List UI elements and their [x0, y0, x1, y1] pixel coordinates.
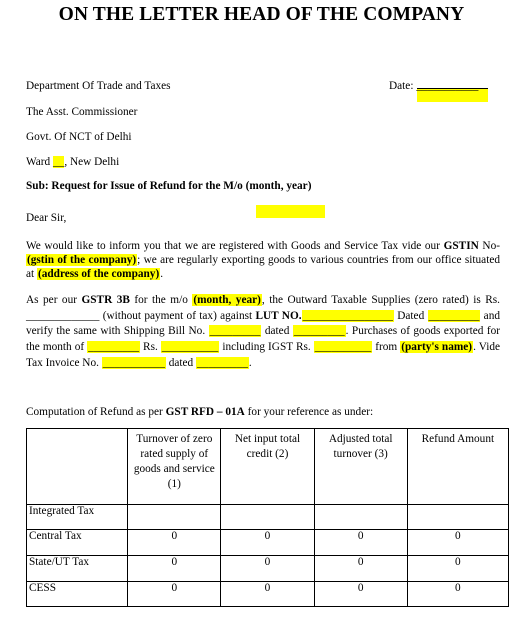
- table-header-row: [27, 429, 509, 505]
- header-cell-blank: [27, 429, 128, 505]
- amount-blank[interactable]: _____________: [26, 309, 100, 322]
- party-name-field[interactable]: (party's name): [401, 341, 473, 354]
- para1-text-3: ; we are regularly exporting goods to various countries from our office situated at: [26, 254, 501, 280]
- table-row: [27, 582, 509, 607]
- table-cell[interactable]: 0: [314, 530, 407, 556]
- header-cell-refund: Refund Amount: [407, 429, 508, 505]
- address-line-commissioner: The Asst. Commissioner: [26, 106, 138, 118]
- paragraph-registration: [26, 239, 500, 281]
- para2-text-1: As per our: [26, 294, 82, 306]
- table-cell[interactable]: [314, 505, 407, 530]
- table-cell[interactable]: 0: [221, 556, 314, 582]
- lut-date-blank[interactable]: _________: [428, 309, 480, 322]
- para1-text-4: .: [160, 268, 164, 280]
- para1-text-2: No-: [478, 240, 500, 252]
- gstin-label: GSTIN: [443, 240, 479, 252]
- header-cell-adjusted: Adjusted total turnover (3): [314, 429, 407, 505]
- para2-text-14: .: [248, 356, 252, 369]
- table-cell[interactable]: 0: [407, 530, 508, 556]
- row-label: Integrated Tax: [27, 505, 128, 530]
- invoice-date-blank[interactable]: _________: [197, 356, 248, 369]
- para2-text-11: from: [372, 341, 401, 354]
- table-cell[interactable]: 0: [221, 530, 314, 556]
- table-cell[interactable]: 0: [314, 556, 407, 582]
- table-cell[interactable]: 0: [221, 582, 314, 607]
- igst-amount-blank[interactable]: __________: [314, 341, 372, 354]
- table-row: [27, 505, 509, 530]
- computation-text: Computation of Refund as per: [26, 406, 166, 418]
- para1-text-1: We would like to inform you that we are registered with Goods and Service Tax vide our: [26, 240, 444, 252]
- gstin-field[interactable]: (gstin of the company): [27, 254, 137, 266]
- table-cell[interactable]: [221, 505, 314, 530]
- ward-prefix: Ward: [26, 156, 54, 168]
- para2-text-3: , the Outward Taxable Supplies (zero rated) is Rs.: [261, 294, 500, 306]
- shipping-bill-date-blank[interactable]: _________: [293, 325, 345, 338]
- invoice-number-blank[interactable]: ___________: [102, 356, 165, 369]
- table-cell[interactable]: 0: [128, 530, 221, 556]
- para2-text-2: for the m/o: [129, 294, 193, 306]
- salutation-highlight: [256, 205, 325, 218]
- lut-label: LUT NO.: [255, 309, 302, 322]
- row-label: CESS: [27, 582, 128, 607]
- para2-text-8: . Purchases of goods exported for the month of: [26, 325, 500, 354]
- form-name: GST RFD – 01A: [165, 406, 245, 418]
- row-label: State/UT Tax: [27, 556, 128, 582]
- table-cell[interactable]: 0: [314, 582, 407, 607]
- table-cell[interactable]: 0: [407, 582, 508, 607]
- address-line-govt: Govt. Of NCT of Delhi: [26, 131, 132, 143]
- refund-table: [26, 428, 509, 607]
- table-row: [27, 530, 509, 556]
- gstr-label: GSTR 3B: [81, 294, 130, 306]
- para2-text-4: (without payment of tax) against: [99, 309, 256, 322]
- para2-text-12: . Vide Tax Invoice No.: [26, 341, 500, 369]
- header-cell-net-input: Net input total credit (2): [221, 429, 314, 505]
- table-cell[interactable]: [128, 505, 221, 530]
- ward-blank[interactable]: __: [53, 156, 65, 168]
- computation-intro: [26, 405, 373, 419]
- para2-text-6: and verify the same with Shipping Bill No.: [26, 309, 500, 338]
- para2-text-13: dated: [165, 356, 197, 369]
- lut-number-blank[interactable]: ________________: [302, 309, 393, 322]
- address-line-ward: [26, 155, 119, 169]
- subject-line: Sub: Request for Issue of Refund for the M/o (month, year): [26, 180, 312, 192]
- para2-text-5: Dated: [393, 309, 428, 322]
- row-label: Central Tax: [27, 530, 128, 556]
- salutation: Dear Sir,: [26, 212, 67, 224]
- computation-suffix: for your reference as under:: [244, 406, 374, 418]
- shipping-bill-blank[interactable]: _________: [209, 325, 261, 338]
- para2-text-10: including IGST Rs.: [219, 341, 314, 354]
- table-row: [27, 556, 509, 582]
- ward-suffix: , New Delhi: [64, 156, 120, 168]
- company-address-field[interactable]: (address of the company): [37, 268, 160, 280]
- table-cell[interactable]: 0: [128, 582, 221, 607]
- header-cell-turnover: Turnover of zero rated supply of goods and service (1): [128, 429, 221, 505]
- address-line-department: Department Of Trade and Taxes: [26, 80, 171, 92]
- month-year-field[interactable]: (month, year): [193, 294, 261, 306]
- date-label: Date: ___________: [389, 80, 479, 92]
- purchase-month-blank[interactable]: _________: [88, 341, 140, 354]
- purchase-amount-blank[interactable]: __________: [161, 341, 219, 354]
- para2-text-7: dated: [261, 325, 293, 338]
- table-cell[interactable]: 0: [407, 556, 508, 582]
- para2-text-9: Rs.: [140, 341, 161, 354]
- table-cell[interactable]: 0: [128, 556, 221, 582]
- page-heading: ON THE LETTER HEAD OF THE COMPANY: [58, 4, 465, 25]
- table-cell[interactable]: [407, 505, 508, 530]
- paragraph-supplies: [26, 293, 500, 372]
